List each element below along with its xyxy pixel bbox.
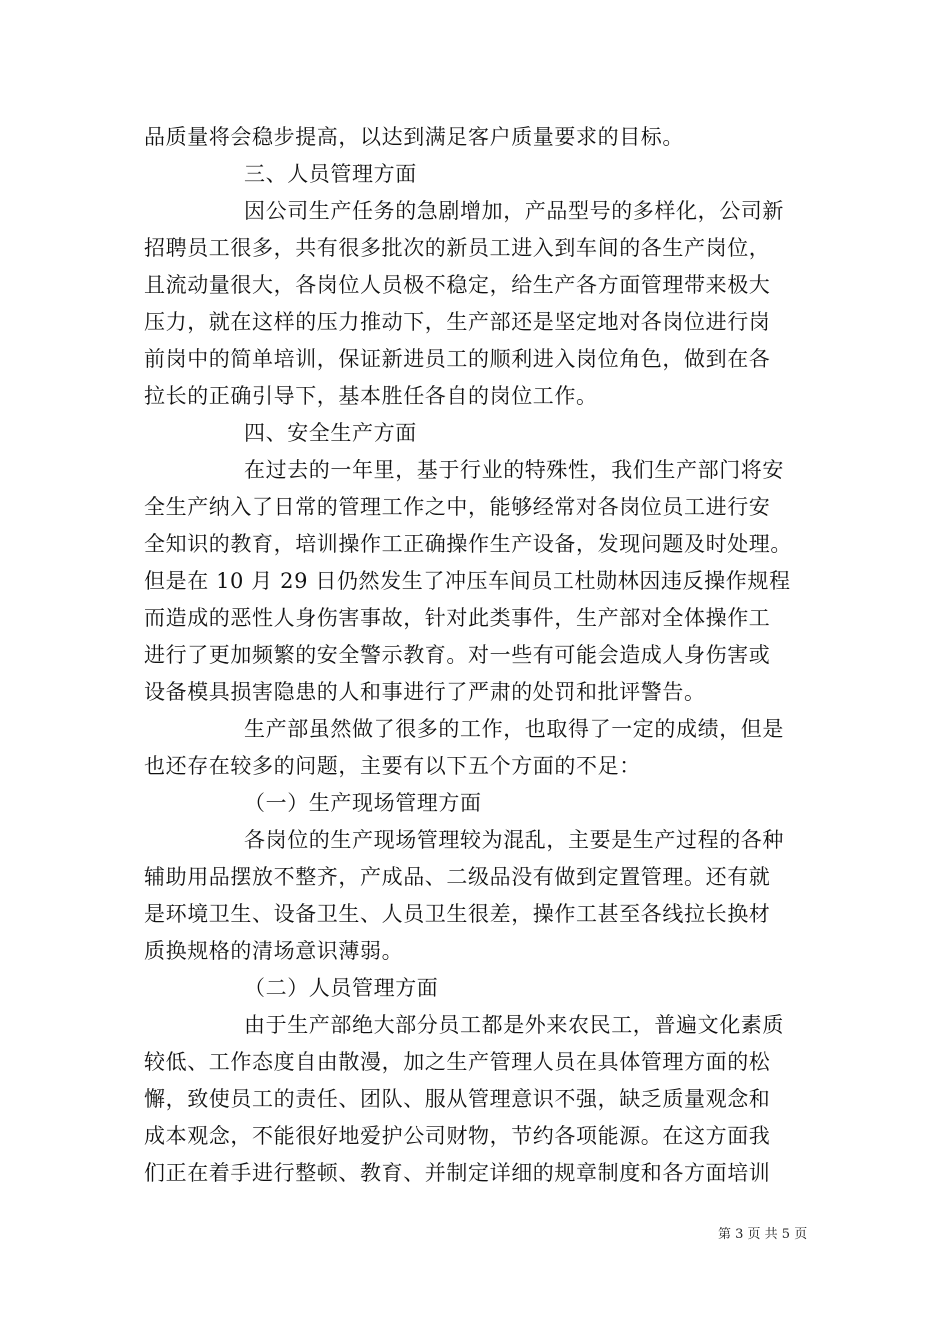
text-line: 前岗中的简单培训，保证新进员工的顺利进入岗位角色，做到在各	[144, 347, 771, 371]
text-line: 拉长的正确引导下，基本胜任各自的岗位工作。	[144, 384, 598, 408]
text-line: 质换规格的清场意识薄弱。	[144, 939, 404, 963]
text-line: 设备模具损害隐患的人和事进行了严肃的处罚和批评警告。	[144, 680, 706, 704]
text-line: 成本观念，不能很好地爱护公司财物，节约各项能源。在这方面我	[144, 1124, 771, 1148]
text-line: 但是在 10 月 29 日仍然发生了冲压车间员工杜勋林因违反操作规程	[144, 569, 791, 593]
text-line: 压力，就在这样的压力推动下，生产部还是坚定地对各岗位进行岗	[144, 310, 771, 334]
text-line: 较低、工作态度自由散漫，加之生产管理人员在具体管理方面的松	[144, 1050, 771, 1074]
text-line: 辅助用品摆放不整齐，产成品、二级品没有做到定置管理。还有就	[144, 865, 771, 889]
text-line: 是环境卫生、设备卫生、人员卫生很差，操作工甚至各线拉长换材	[144, 902, 771, 926]
text-line: 进行了更加频繁的安全警示教育。对一些有可能会造成人身伤害或	[144, 643, 771, 667]
text-line: 懈，致使员工的责任、团队、服从管理意识不强，缺乏质量观念和	[144, 1087, 771, 1111]
page-number: 第 3 页 共 5 页	[718, 1227, 808, 1242]
text-line: 因公司生产任务的急剧增加，产品型号的多样化，公司新	[244, 199, 784, 223]
text-line: 招聘员工很多，共有很多批次的新员工进入到车间的各生产岗位，	[144, 236, 771, 260]
text-line: 而造成的恶性人身伤害事故，针对此类事件，生产部对全体操作工	[144, 606, 771, 630]
text-line: 全生产纳入了日常的管理工作之中，能够经常对各岗位员工进行安	[144, 495, 771, 519]
subsection-heading-site: （一）生产现场管理方面	[244, 791, 482, 815]
text-line: 且流动量很大，各岗位人员极不稳定，给生产各方面管理带来极大	[144, 273, 771, 297]
text-line: 也还存在较多的问题，主要有以下五个方面的不足：	[144, 754, 641, 778]
subsection-heading-personnel: （二）人员管理方面	[244, 976, 439, 1000]
section-heading-personnel: 三、人员管理方面	[244, 162, 417, 186]
text-line: 们正在着手进行整顿、教育、并制定详细的规章制度和各方面培训	[144, 1161, 771, 1185]
text-line: 全知识的教育，培训操作工正确操作生产设备，发现问题及时处理。	[144, 532, 792, 556]
section-heading-safety: 四、安全生产方面	[244, 421, 417, 445]
text-line: 生产部虽然做了很多的工作，也取得了一定的成绩，但是	[244, 717, 784, 741]
text-line: 品质量将会稳步提高，以达到满足客户质量要求的目标。	[144, 125, 684, 149]
text-line: 在过去的一年里，基于行业的特殊性，我们生产部门将安	[244, 458, 784, 482]
text-line: 各岗位的生产现场管理较为混乱，主要是生产过程的各种	[244, 828, 784, 852]
text-line: 由于生产部绝大部分员工都是外来农民工，普遍文化素质	[244, 1013, 784, 1037]
